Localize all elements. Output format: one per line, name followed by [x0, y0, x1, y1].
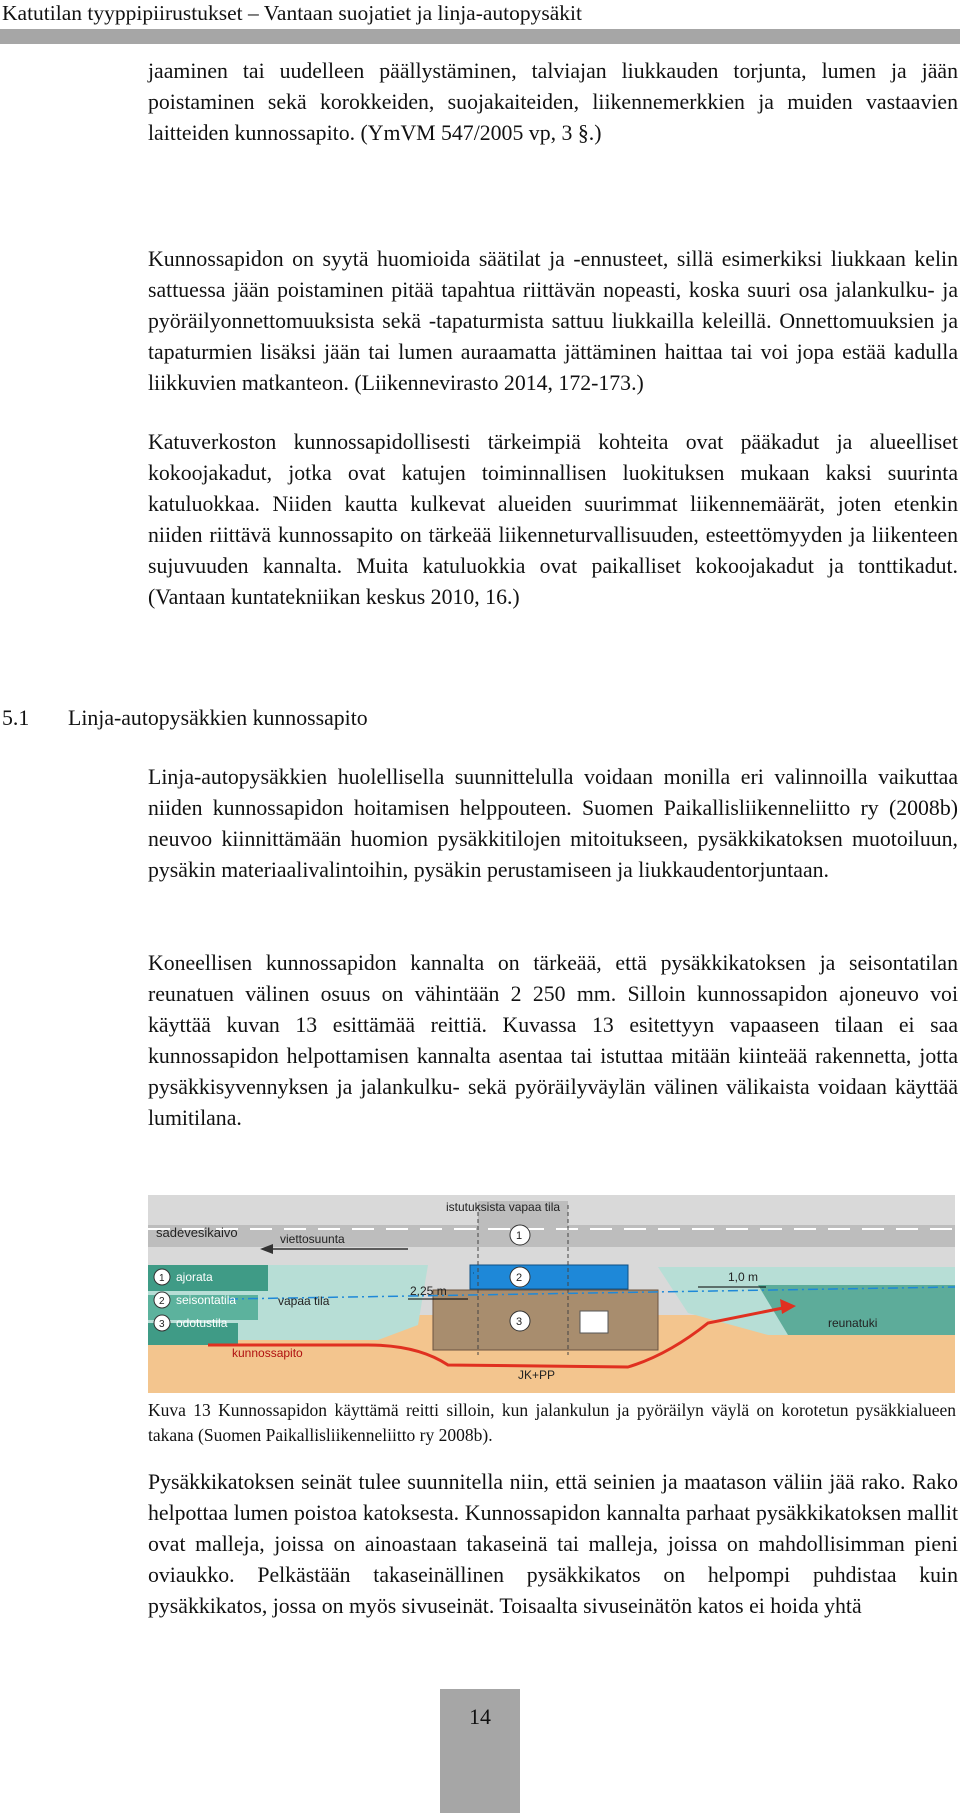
section-number: 5.1	[2, 706, 30, 730]
label-dim-10: 1,0 m	[728, 1270, 759, 1284]
figure-caption: Kuva 13 Kunnossapidon käyttämä reitti silloin, kun jalankulun ja pyöräilyn väylä on korotetun pysäkkialueen takana (Suomen Paikallisliikenneliitto ry 2008b).	[148, 1400, 956, 1445]
legend-3-text: 3	[159, 1319, 165, 1330]
marker-1-text: 1	[516, 1230, 523, 1242]
label-vapaa-tila: vapaa tila	[278, 1294, 330, 1308]
label-kunnossapito: kunnossapito	[232, 1346, 303, 1360]
shelter-block	[470, 1265, 628, 1289]
small-box	[580, 1311, 608, 1333]
header-title: Katutilan tyyppipiirustukset – Vantaan suojatiet ja linja-autopysäkit	[2, 1, 582, 25]
label-seisontatila: seisontatila	[176, 1293, 237, 1307]
page-number-box	[440, 1689, 520, 1813]
label-jkpp: JK+PP	[518, 1368, 556, 1382]
figure-13-diagram	[148, 1195, 955, 1393]
paragraph-4: Linja-autopysäkkien huolellisella suunnittelulla voidaan monilla eri valinnoilla vaikuttaa niiden kunnossapidon hoitamisen helppouteen. Suomen Paikallisliikenneliitto ry (2008b) neuvoo kiinnittämään huomion pysäkkitilojen mitoitukseen, pysäkkikatoksen muotoiluun, pysäkin materiaalivalintoihin, pysäkin perustamiseen ja liukkaudentorjuntaan.	[148, 765, 958, 882]
section-title: Linja-autopysäkkien kunnossapito	[68, 706, 368, 730]
label-dim-225: 2,25 m	[410, 1284, 447, 1298]
paragraph-3: Katuverkoston kunnossapidollisesti tärkeimpiä kohteita ovat pääkadut ja alueelliset kokoojakadut, jotka ovat katujen toiminnallisen luokituksen mukaan kaksi suurinta katuluokkaa. Niiden kautta kulkevat alueiden suurimmat liikennemäärät, joten etenkin niiden riittävä kunnossapito on tärkeää liikenneturvallisuuden, esteettömyyden ja liikenteen sujuvuuden kannalta. Muita katuluokkia ovat paikalliset kokoojakadut ja tonttikadut. (Vantaan kuntatekniikan keskus 2010, 16.)	[148, 430, 958, 609]
paragraph-5: Koneellisen kunnossapidon kannalta on tärkeää, että pysäkkikatoksen ja seisontatilan reunatuen välinen osuus on vähintään 2 250 mm. Silloin kunnossapidon ajoneuvo voi käyttää kuvan 13 esittämää reittiä. Kuvassa 13 esitettyyn vapaaseen tilaan ei saa kunnossapidon helpottamisen kannalta asentaa tai istuttaa mitään kiinteää rakennetta, jotta pysäkkisyvennyksen ja jalankulku- sekä pyöräilyväylän välinen välikaista voidaan käyttää lumitilana.	[148, 951, 958, 1130]
label-top: istutuksista vapaa tila	[446, 1200, 561, 1214]
maintenance-route-diagram	[148, 1195, 955, 1393]
paragraph-6: Pysäkkikatoksen seinät tulee suunnitella niin, että seinien ja maatason väliin jää rako. Rako helpottaa lumen poistoa katoksesta. Kunnossapidon kannalta parhaat pysäkkikatoksen mallit ovat malleja, joissa on ainoastaan takaseinä tai malleja, joissa on mahdollisimman pieni oviaukko. Pelkästään takaseinällinen pysäkkikatos on helpompi puhdistaa kuin pysäkkikatos, jossa on myös sivuseinät. Toisaalta sivuseinätön katos ei hoida yhtä	[148, 1470, 958, 1618]
label-viettosuunta: viettosuunta	[280, 1232, 345, 1246]
legend-2-text: 2	[159, 1296, 165, 1307]
paragraph-2: Kunnossapidon on syytä huomioida säätilat ja -ennusteet, sillä esimerkiksi liukkaan kelin sattuessa jään poistaminen pitää tapahtua riittävän nopeasti, koska suuri osa jalankulku- ja pyöräilyonnettomuuksista sekä -tapaturmista sattuu liukkailla keleillä. Onnettomuuksien ja tapaturmien lisäksi jään tai lumen auraamatta jättäminen haittaa tai voi jopa estää kadulla liikkuvien matkanteon. (Liikennevirasto 2014, 172-173.)	[148, 247, 958, 395]
section-heading	[2, 703, 368, 734]
marker-3-text: 3	[516, 1316, 523, 1328]
label-odotustila: odotustila	[176, 1316, 228, 1330]
header-bar	[0, 29, 960, 44]
label-reunatuki: reunatuki	[828, 1316, 878, 1330]
label-ajorata: ajorata	[176, 1270, 213, 1284]
marker-2-text: 2	[516, 1272, 523, 1284]
label-sadevesikaivo: sadevesikaivo	[156, 1225, 238, 1240]
legend-1-text: 1	[159, 1273, 165, 1284]
paragraph-1: jaaminen tai uudelleen päällystäminen, talviajan liukkauden torjunta, lumen ja jään poistaminen sekä korokkeiden, suojakaiteiden, liikennemerkkien ja muiden vastaavien laitteiden kunnossapito. (YmVM 547/2005 vp, 3 §.)	[148, 59, 958, 145]
page-number: 14	[469, 1705, 491, 1729]
page-header	[0, 0, 960, 46]
